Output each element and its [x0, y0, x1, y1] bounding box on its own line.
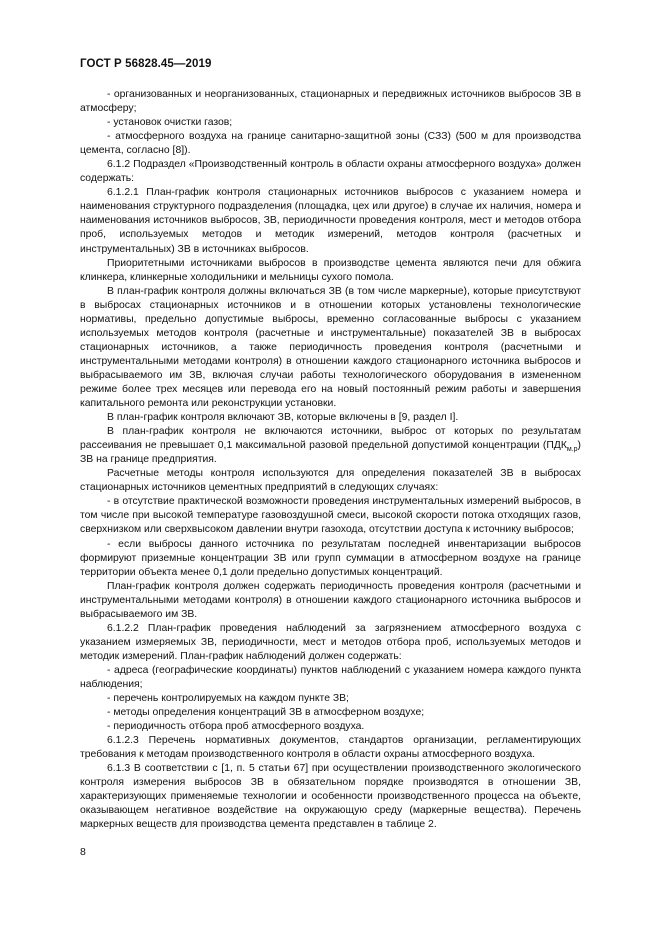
page-number: 8 — [80, 846, 86, 858]
clause-paragraph: 6.1.2 Подраздел «Производственный контроль в области охраны атмосферного воздуха» должен содержать: — [80, 159, 581, 185]
list-item: - периодичность отбора проб атмосферного воздуха. — [107, 721, 365, 733]
clause-paragraph: 6.1.2.2 План-график проведения наблюдений за загрязнением атмосферного воздуха с указанием измеряемых ЗВ, периодичности, мест и методов отбора проб, используемых методов и методик измерений. План-график наблюдений должен содержать: — [80, 622, 581, 662]
list-item: - атмосферного воздуха на границе санитарно-защитной зоны (СЗЗ) (500 м для производства цемента, согласно [8]). — [80, 131, 581, 157]
paragraph-pdk — [80, 425, 581, 467]
clause-paragraph: 6.1.3 В соответствии с [1, п. 5 статьи 67] при осуществлении производственного экологического контроля измерения выбросов ЗВ в обязательном порядке производятся в отношении ЗВ, характеризующих применяемые технологии и особенности производственного процесса на объекте, оказывающем негативное воздействие на окружающую среду (маркерные вещества). Перечень маркерных веществ для производства цемента представлен в таблице 2. — [80, 763, 581, 831]
paragraph: В план-график контроля включают ЗВ, которые включены в [9, раздел I]. — [107, 412, 459, 424]
clause-paragraph: 6.1.2.3 Перечень нормативных документов, стандартов организации, регламентирующих требования к методам производственного контроля в области охраны атмосферного воздуха. — [80, 735, 581, 761]
paragraph: Приоритетными источниками выбросов в производстве цемента являются печи для обжига клинкера, клинкерные холодильники и мельницы сухого помола. — [80, 257, 581, 283]
list-item: - организованных и неорганизованных, стационарных и передвижных источников выбросов ЗВ в атмосферу; — [80, 89, 581, 115]
clause-paragraph: 6.1.2.1 План-график контроля стационарных источников выбросов с указанием номера и наименования структурного подразделения (площадка, цех или другое) в случае их наличия, номера и наименования источников выбросов, ЗВ, периодичности проведения контроля, мест и методов отбора проб, используемых методов и методик измерений, методов контроля (расчетных и инструментальных) ЗВ в источниках выбросов. — [80, 187, 581, 255]
paragraph: Расчетные методы контроля используются для определения показателей ЗВ в выбросах стационарных источников цементных предприятий в следующих случаях: — [80, 468, 581, 494]
list-item: - если выбросы данного источника по результатам последней инвентаризации выбросов формируют приземные концентрации ЗВ или групп суммации в атмосферном воздухе на границе территории объекта менее 0,1 доли предельно допустимых концентраций. — [80, 538, 581, 578]
list-item: - установок очистки газов; — [107, 117, 233, 129]
pdk-tail: ) ЗВ на границе предприятия. — [80, 440, 581, 466]
pdk-text: В план-график контроля не включаются источники, выброс от которых по результатам рассеивания не превышает 0,1 максимальной разовой предельной допустимой концентрации (ПДК — [80, 426, 581, 452]
body-text — [80, 88, 581, 832]
document-header: ГОСТ Р 56828.45—2019 — [80, 58, 212, 70]
list-item: - адреса (географические координаты) пунктов наблюдений с указанием номера каждого пункта наблюдения; — [80, 664, 581, 690]
list-item: - в отсутствие практической возможности проведения инструментальных измерений выбросов, в том числе при высокой температуре газовоздушной смеси, высокой скорости потока отходящих газов, сверхнизком или сверхвысоком давлении внутри газохода, отсутствии доступа к источнику выбросов; — [80, 496, 581, 536]
paragraph: В план-график контроля должны включаться ЗВ (в том числе маркерные), которые присутствуют в выбросах стационарных источников и в отношении которых установлены технологические нормативы, предельно допустимые выбросы, временно согласованные выбросы с указанием используемых методов контроля (расчетные и инструментальные) показателей ЗВ в выбросах стационарных источников, а также периодичность проведения контроля (расчетными и инструментальными методами контроля) в отношении каждого стационарного источника выбросов и выбрасываемого им ЗВ, включая случаи работы технологического оборудования в измененном режиме более трех месяцев или перевода его на новый постоянный режим работы и завершения капитального ремонта или реконструкции установки. — [80, 285, 581, 410]
list-item: - перечень контролируемых на каждом пункте ЗВ; — [107, 693, 349, 705]
list-item: - методы определения концентраций ЗВ в атмосферном воздухе; — [107, 707, 425, 719]
pdk-subscript: м.р — [566, 446, 578, 454]
paragraph: План-график контроля должен содержать периодичность проведения контроля (расчетными и инструментальными методами контроля) в отношении каждого стационарного источника выбросов и выбрасываемого им ЗВ. — [80, 580, 581, 620]
